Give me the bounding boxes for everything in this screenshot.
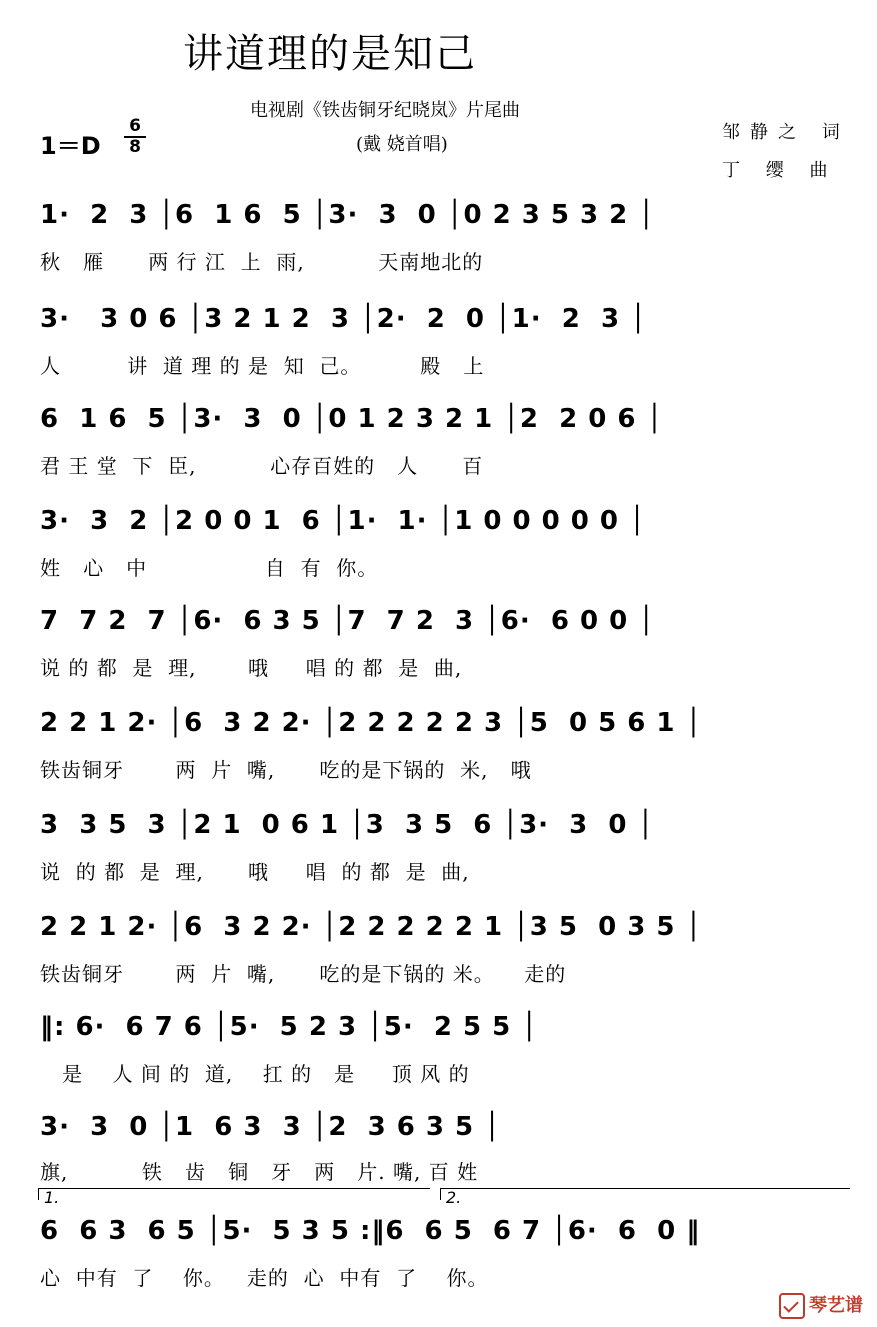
- system-11-lyrics: 心 中有 了 你。 走的 心 中有 了 你。: [40, 1266, 489, 1290]
- system-10-lyrics: 旗, 铁 齿 铜 牙 两 片. 嘴, 百 姓: [40, 1160, 479, 1184]
- time-bottom: 8: [129, 137, 141, 157]
- system-11-notes: 6 6 3 6 5 │5· 5 3 5 :‖6 6 5 6 7 │6· 6 0 ‖: [40, 1216, 701, 1246]
- system-1-notes: 1· 2 3 │6 1 6 5 │3· 3 0 │0 2 3 5 3 2 │: [40, 200, 655, 230]
- volta-tick-second: [440, 1188, 441, 1200]
- system-6-notes: 2 2 1 2· │6 3 2 2· │2 2 2 2 2 3 │5 0 5 6 1 │: [40, 708, 703, 738]
- singer-credit: (戴 娆首唱): [356, 134, 448, 155]
- key-signature: 1＝D: [40, 132, 101, 160]
- watermark-text: 琴艺谱: [809, 1295, 863, 1316]
- system-5-notes: 7 7 2 7 │6· 6 3 5 │7 7 2 3 │6· 6 0 0 │: [40, 606, 655, 636]
- time-top: 6: [129, 116, 141, 136]
- system-9-lyrics: 是 人 间 的 道, 扛 的 是 顶 风 的: [40, 1062, 470, 1086]
- system-1-lyrics: 秋 雁 两 行 江 上 雨, 天南地北的: [40, 250, 484, 274]
- volta-second-label: 2.: [446, 1188, 462, 1207]
- volta-line-first: [38, 1188, 430, 1189]
- system-6-lyrics: 铁齿铜牙 两 片 嘴, 吃的是下锅的 米, 哦: [40, 758, 532, 782]
- system-4-lyrics: 姓 心 中 自 有 你。: [40, 556, 379, 580]
- system-2-lyrics: 人 讲 道 理 的 是 知 己。 殿 上: [40, 354, 485, 378]
- system-2-notes: 3· 3 0 6 │3 2 1 2 3 │2· 2 0 │1· 2 3 │: [40, 304, 647, 334]
- lyricist-credit: 邹静之 词: [722, 122, 850, 143]
- volta-tick-first: [38, 1188, 39, 1200]
- system-10-notes: 3· 3 0 │1 6 3 3 │2 3 6 3 5 │: [40, 1112, 501, 1142]
- system-8-lyrics: 铁齿铜牙 两 片 嘴, 吃的是下锅的 米。 走的: [40, 962, 567, 986]
- volta-first-label: 1.: [44, 1188, 60, 1207]
- logo-icon: [779, 1293, 805, 1319]
- system-4-notes: 3· 3 2 │2 0 0 1 6 │1· 1· │1 0 0 0 0 0 │: [40, 506, 646, 536]
- system-3-notes: 6 1 6 5 │3· 3 0 │0 1 2 3 2 1 │2 2 0 6 │: [40, 404, 664, 434]
- song-title: 讲道理的是知己: [183, 31, 477, 77]
- system-7-lyrics: 说 的 都 是 理, 哦 唱 的 都 是 曲,: [40, 860, 470, 884]
- time-signature: [124, 118, 146, 156]
- system-3-lyrics: 君 王 堂 下 臣, 心存百姓的 人 百: [40, 454, 484, 478]
- system-5-lyrics: 说 的 都 是 理, 哦 唱 的 都 是 曲,: [40, 656, 463, 680]
- subtitle: 电视剧《铁齿铜牙纪晓岚》片尾曲: [250, 100, 520, 121]
- system-7-notes: 3 3 5 3 │2 1 0 6 1 │3 3 5 6 │3· 3 0 │: [40, 810, 655, 840]
- composer-credit: 丁 缨 曲: [722, 160, 838, 181]
- system-9-notes: ‖: 6· 6 7 6 │5· 5 2 3 │5· 2 5 5 │: [40, 1012, 538, 1042]
- watermark-logo: [779, 1291, 863, 1319]
- system-8-notes: 2 2 1 2· │6 3 2 2· │2 2 2 2 2 1 │3 5 0 3 5 │: [40, 912, 703, 942]
- volta-line-second: [440, 1188, 850, 1189]
